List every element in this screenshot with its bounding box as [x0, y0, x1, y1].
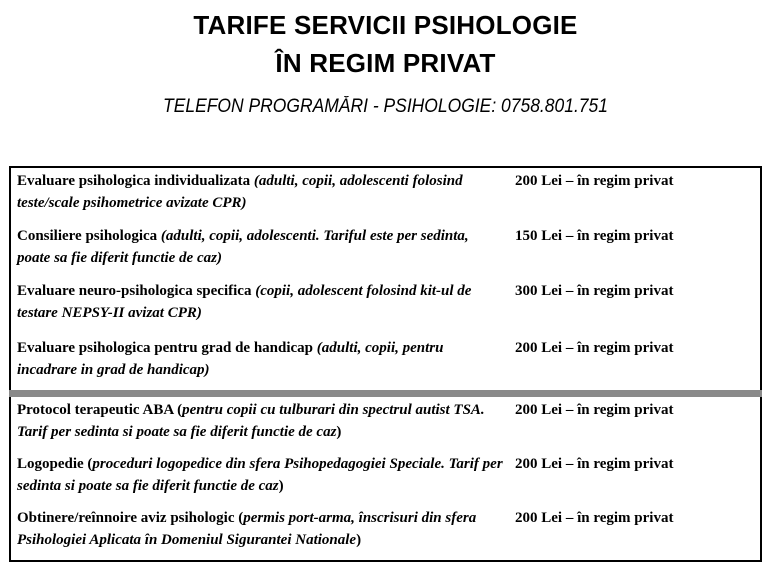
service-name: Evaluare psihologica individualizata: [17, 173, 254, 189]
service-name: Evaluare psihologica pentru grad de handicap: [17, 340, 317, 356]
service-price: 200 Lei – în regim privat: [515, 340, 674, 356]
service-suffix: ): [356, 532, 362, 548]
service-detail: (adulti, copii, pentru incadrare in grad de handicap): [17, 340, 444, 378]
service-detail: (adulti, copii, adolescenti folosind teste/scale psihometrice avizate CPR): [17, 173, 463, 211]
service-name: Consiliere psihologica: [17, 228, 161, 244]
service-name: Evaluare neuro-psihologica specifica: [17, 283, 256, 299]
service-name: Obtinere/reînnoire aviz psihologic (: [17, 510, 244, 526]
service-name: Logopedie (: [17, 456, 93, 472]
service-detail: pentru copii cu tulburari din spectrul autist TSA. Tarif per sedinta si poate sa fie diferit functie de caz: [17, 402, 485, 440]
service-price: 200 Lei – în regim privat: [515, 456, 674, 472]
section-divider: [9, 390, 762, 397]
service-suffix: ): [278, 478, 284, 494]
page-subtitle: ÎN REGIM PRIVAT: [275, 48, 496, 78]
service-detail: (copii, adolescent folosind kit-ul de testare NEPSY-II avizat CPR): [17, 283, 472, 321]
service-description: [17, 507, 505, 551]
service-description: [17, 225, 505, 269]
service-description: [17, 280, 505, 324]
service-description: [17, 399, 505, 443]
service-detail: permis port-arma, înscrisuri din sfera Psihologiei Aplicata în Domeniul Sigurantei Nationale: [17, 510, 477, 548]
service-price: 200 Lei – în regim privat: [515, 510, 674, 526]
service-price: 200 Lei – în regim privat: [515, 173, 674, 189]
page-title: TARIFE SERVICII PSIHOLOGIE: [193, 10, 578, 40]
service-name: Protocol terapeutic ABA (: [17, 402, 183, 418]
service-description: [17, 337, 505, 381]
service-price: 200 Lei – în regim privat: [515, 402, 674, 418]
service-detail: (adulti, copii, adolescenti. Tariful este per sedinta, poate sa fie diferit functie de caz): [17, 228, 469, 266]
service-detail: proceduri logopedice din sfera Psihopedagogiei Speciale. Tarif per sedinta si poate sa fie diferit functie de caz: [17, 456, 503, 494]
service-price: 150 Lei – în regim privat: [515, 228, 674, 244]
service-price: 300 Lei – în regim privat: [515, 283, 674, 299]
phone-appointments: TELEFON PROGRAMĂRI - PSIHOLOGIE: 0758.801.751: [163, 96, 608, 117]
service-description: [17, 453, 505, 497]
service-suffix: ): [336, 424, 342, 440]
service-description: [17, 170, 505, 214]
